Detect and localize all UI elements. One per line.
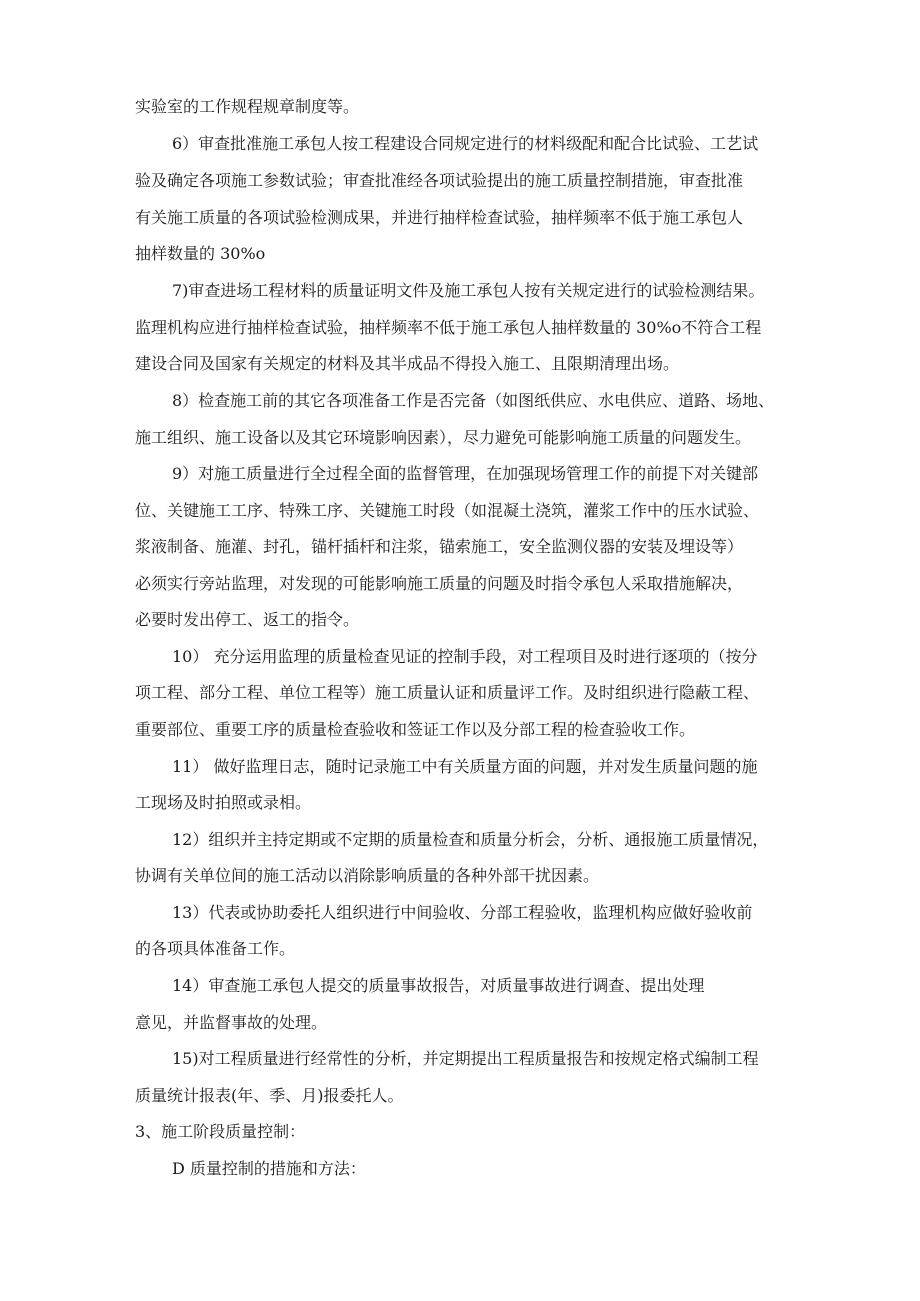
text-line: 10） 充分运用监理的质量检查见证的控制手段，对工程项目及时进行逐项的（按分: [172, 647, 758, 666]
text-line: 14）审查施工承包人提交的质量事故报告，对质量事故进行调查、提出处理: [172, 976, 705, 995]
text-line: 验及确定各项施工参数试验；审查批准经各项试验提出的施工质量控制措施，审查批准: [135, 171, 744, 190]
text-line: 抽样数量的 30%o: [135, 244, 266, 263]
text-line: 必要时发出停工、返工的指令。: [135, 610, 360, 629]
text-line: 必须实行旁站监理，对发现的可能影响施工质量的问题及时指令承包人采取措施解决，: [135, 574, 744, 593]
text-line: 13）代表或协助委托人组织进行中间验收、分部工程验收，监理机构应做好验收前: [172, 903, 753, 922]
text-line: 7)审查进场工程材料的质量证明文件及施工承包人按有关规定进行的试验检测结果。: [172, 281, 765, 300]
text-line: 有关施工质量的各项试验检测成果，并进行抽样检查试验，抽样频率不低于施工承包人: [135, 208, 744, 227]
text-line: 监理机构应进行抽样检查试验，抽样频率不低于施工承包人抽样数量的 30%o不符合工程: [135, 318, 762, 337]
text-line: 项工程、部分工程、单位工程等）施工质量认证和质量评工作。及时组织进行隐蔽工程、: [135, 683, 760, 702]
text-line: 建设合同及国家有关规定的材料及其半成品不得投入施工、且限期清理出场。: [135, 354, 680, 373]
text-line: 工现场及时拍照或录相。: [135, 793, 312, 812]
text-line: 6）审查批准施工承包人按工程建设合同规定进行的材料级配和配合比试验、工艺试: [172, 134, 759, 153]
text-line: 的各项具体准备工作。: [135, 939, 296, 958]
text-line: 12）组织并主持定期或不定期的质量检查和质量分析会，分析、通报施工质量情况，: [172, 830, 769, 849]
text-line: 9）对施工质量进行全过程全面的监督管理，在加强现场管理工作的前提下对关键部: [172, 464, 759, 483]
text-line: 11） 做好监理日志，随时记录施工中有关质量方面的问题，并对发生质量问题的施: [172, 757, 758, 776]
text-line: 实验室的工作规程规章制度等。: [135, 97, 360, 116]
text-line: 协调有关单位间的施工活动以消除影响质量的各种外部干扰因素。: [135, 866, 600, 885]
text-line: 质量统计报表(年、季、月)报委托人。: [135, 1086, 404, 1105]
text-line: 8）检查施工前的其它各项准备工作是否完备（如图纸供应、水电供应、道路、场地、: [172, 391, 775, 410]
text-line: 浆液制备、施灌、封孔，锚杆插杆和注浆，锚索施工，安全监测仪器的安装及埋设等）: [135, 537, 744, 556]
text-line: 重要部位、重要工序的质量检查验收和签证工作以及分部工程的检查验收工作。: [135, 720, 696, 739]
section-heading: 3、施工阶段质量控制：: [135, 1122, 306, 1141]
subsection-heading: D 质量控制的措施和方法：: [172, 1159, 366, 1178]
text-line: 位、关键施工工序、特殊工序、关键施工时段（如混凝土浇筑，灌浆工作中的压水试验、: [135, 501, 760, 520]
text-line: 施工组织、施工设备以及其它环境影响因素），尽力避免可能影响施工质量的问题发生。: [135, 428, 752, 447]
text-line: 15)对工程质量进行经常性的分析，并定期提出工程质量报告和按规定格式编制工程: [172, 1049, 759, 1068]
text-line: 意见，并监督事故的处理。: [135, 1013, 328, 1032]
